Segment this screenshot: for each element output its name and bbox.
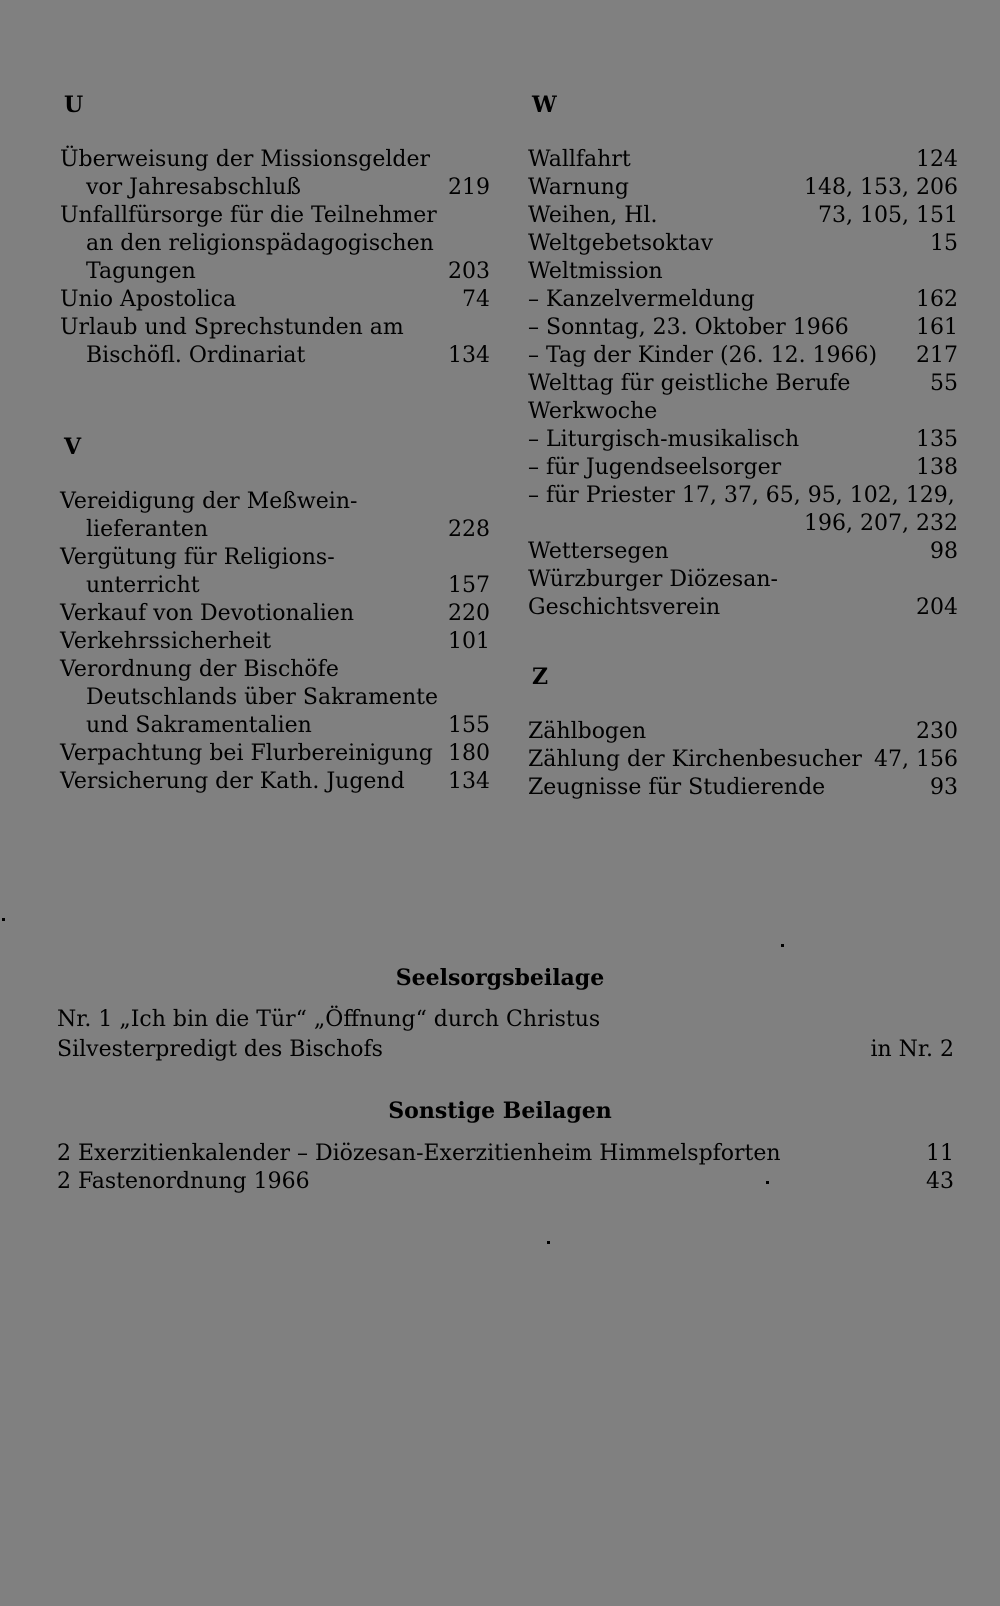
letter-heading-w: W xyxy=(532,92,557,118)
entry-text: Verkauf von Devotionalien xyxy=(60,601,354,626)
index-entry xyxy=(528,342,958,370)
speck-mark xyxy=(547,1241,550,1244)
seelsorgsbeilage-title: Seelsorgsbeilage xyxy=(395,965,605,991)
entry-pages: 15 xyxy=(930,231,958,256)
seelsorg-line-1-text: Nr. 1 „Ich bin die Tür“ „Öffnung“ durch Christus xyxy=(57,1007,601,1032)
entry-text: Versicherung der Kath. Jugend xyxy=(60,769,405,794)
entry-pages: 157 xyxy=(448,573,490,598)
entry-text: Wallfahrt xyxy=(528,147,631,172)
index-entry xyxy=(60,600,490,628)
index-entry xyxy=(528,146,958,174)
entry-text: – für Priester 17, 37, 65, 95, 102, 129, xyxy=(528,483,955,508)
entry-pages: 162 xyxy=(916,287,958,312)
seelsorg-line-1 xyxy=(57,1006,954,1034)
entry-text: Urlaub und Sprechstunden am xyxy=(60,315,404,340)
entry-text: Weihen, Hl. xyxy=(528,203,658,228)
entry-text: – Kanzelvermeldung xyxy=(528,287,755,312)
entry-text: Würzburger Diözesan- xyxy=(528,567,778,592)
index-entry-line xyxy=(60,202,490,230)
index-entry xyxy=(60,768,490,796)
index-entry xyxy=(528,230,958,258)
index-entry xyxy=(528,314,958,342)
entry-text: Unfallfürsorge für die Teilnehmer xyxy=(60,203,437,228)
letter-heading-v: V xyxy=(64,434,82,460)
entry-text: Vergütung für Religions- xyxy=(60,545,335,570)
sonstige-row-text: 2 Exerzitienkalender – Diözesan-Exerzitienheim Himmelspforten xyxy=(57,1141,781,1166)
entry-pages: 73, 105, 151 xyxy=(818,203,958,228)
entry-text: Tagungen xyxy=(86,259,196,284)
entry-text: Wettersegen xyxy=(528,539,669,564)
index-entry-line xyxy=(60,314,490,342)
entry-pages: 155 xyxy=(448,713,490,738)
index-entry-line xyxy=(60,572,490,600)
index-entry xyxy=(528,202,958,230)
entry-text: – Sonntag, 23. Oktober 1966 xyxy=(528,315,849,340)
seelsorg-line-2-text: Silvesterpredigt des Bischofs xyxy=(57,1037,383,1062)
entry-text: Vereidigung der Meßwein- xyxy=(60,489,358,514)
entry-pages: 98 xyxy=(930,539,958,564)
index-entry-line xyxy=(60,286,490,314)
index-entry xyxy=(528,258,958,286)
index-entry-line xyxy=(60,628,490,656)
v-entry-list xyxy=(60,488,490,796)
index-entry-line xyxy=(60,230,490,258)
seelsorg-line-2 xyxy=(57,1036,954,1064)
entry-text: Zeugnisse für Studierende xyxy=(528,775,826,800)
entry-text: Bischöfl. Ordinariat xyxy=(86,343,306,368)
entry-text: Deutschlands über Sakramente xyxy=(86,685,438,710)
letter-heading-u: U xyxy=(64,92,84,118)
right-column xyxy=(528,90,958,802)
entry-pages: 219 xyxy=(448,175,490,200)
letter-heading-z: Z xyxy=(532,664,549,690)
entry-pages: 124 xyxy=(916,147,958,172)
entry-pages: 135 xyxy=(916,427,958,452)
entry-pages: 134 xyxy=(448,343,490,368)
index-entry-line xyxy=(60,174,490,202)
entry-text: und Sakramentalien xyxy=(86,713,312,738)
index-entry xyxy=(528,746,958,774)
index-entry xyxy=(528,398,958,426)
entry-pages: 93 xyxy=(930,775,958,800)
sonstige-row-pages: 43 xyxy=(926,1169,954,1194)
w-entry-list xyxy=(528,146,958,622)
index-entry-line xyxy=(60,600,490,628)
index-entry xyxy=(528,774,958,802)
index-entry-line xyxy=(60,712,490,740)
index-entry xyxy=(60,740,490,768)
index-entry xyxy=(528,538,958,566)
sonstige-row-pages: 11 xyxy=(926,1141,954,1166)
entry-text: lieferanten xyxy=(86,517,209,542)
index-entry xyxy=(60,314,490,370)
sonstige-row-text: 2 Fastenordnung 1966 xyxy=(57,1169,310,1194)
entry-pages: 101 xyxy=(448,629,490,654)
entry-pages: 134 xyxy=(448,769,490,794)
entry-pages: 217 xyxy=(916,343,958,368)
index-entry-line xyxy=(60,488,490,516)
entry-text: Überweisung der Missionsgelder xyxy=(60,147,431,172)
index-entry xyxy=(528,454,958,482)
index-entry-line xyxy=(60,684,490,712)
index-entry xyxy=(60,286,490,314)
index-entry xyxy=(60,544,490,600)
entry-text: Zählbogen xyxy=(528,719,647,744)
index-entry xyxy=(528,426,958,454)
entry-pages: 47, 156 xyxy=(874,747,958,772)
index-entry xyxy=(528,510,958,538)
entry-text: vor Jahresabschluß xyxy=(86,175,301,200)
entry-pages: 228 xyxy=(448,517,490,542)
seelsorg-line-2-ref: in Nr. 2 xyxy=(870,1037,954,1062)
index-entry-line xyxy=(60,516,490,544)
entry-text: – für Jugendseelsorger xyxy=(528,455,782,480)
entry-text: Welttag für geistliche Berufe xyxy=(528,371,851,396)
index-entry-line xyxy=(60,258,490,286)
index-entry xyxy=(528,566,958,594)
index-entry xyxy=(528,718,958,746)
entry-text: Zählung der Kirchenbesucher xyxy=(528,747,862,772)
entry-text: Werkwoche xyxy=(528,399,658,424)
entry-text: unterricht xyxy=(86,573,200,598)
entry-text: Verordnung der Bischöfe xyxy=(60,657,339,682)
entry-pages: 55 xyxy=(930,371,958,396)
index-entry xyxy=(528,286,958,314)
speck-mark xyxy=(781,944,784,947)
index-entry xyxy=(60,488,490,544)
speck-mark xyxy=(2,918,5,921)
index-entry xyxy=(60,628,490,656)
index-entry xyxy=(528,174,958,202)
entry-pages: 161 xyxy=(916,315,958,340)
index-entry-line xyxy=(60,146,490,174)
entry-text: – Tag der Kinder (26. 12. 1966) xyxy=(528,343,878,368)
entry-pages: 74 xyxy=(462,287,490,312)
entry-text: an den religionspädagogischen xyxy=(86,231,434,256)
entry-text: Unio Apostolica xyxy=(60,287,237,312)
entry-text: Geschichtsverein xyxy=(528,595,721,620)
sonstige-row xyxy=(57,1168,954,1196)
entry-pages: 204 xyxy=(916,595,958,620)
entry-text: Weltgebetsoktav xyxy=(528,231,714,256)
entry-pages: 230 xyxy=(916,719,958,744)
index-entry-line xyxy=(60,656,490,684)
index-entry xyxy=(528,482,958,510)
index-entry-line xyxy=(60,342,490,370)
index-entry-line xyxy=(60,544,490,572)
index-entry xyxy=(60,146,490,202)
entry-pages: 180 xyxy=(448,741,490,766)
index-entry xyxy=(60,656,490,740)
left-column xyxy=(60,90,490,796)
speck-mark xyxy=(766,1181,769,1184)
index-entry xyxy=(528,370,958,398)
entry-pages: 220 xyxy=(448,601,490,626)
entry-text: Warnung xyxy=(528,175,629,200)
index-entry xyxy=(528,594,958,622)
index-entry xyxy=(60,202,490,286)
entry-pages: 196, 207, 232 xyxy=(804,511,958,536)
entry-text: Verpachtung bei Flurbereinigung xyxy=(60,741,433,766)
entry-pages: 203 xyxy=(448,259,490,284)
index-entry-line xyxy=(60,740,490,768)
entry-pages: 138 xyxy=(916,455,958,480)
z-entry-list xyxy=(528,718,958,802)
sonstige-row xyxy=(57,1140,954,1168)
entry-text: Weltmission xyxy=(528,259,663,284)
entry-pages: 148, 153, 206 xyxy=(804,175,958,200)
entry-text: – Liturgisch-musikalisch xyxy=(528,427,800,452)
u-entry-list xyxy=(60,146,490,370)
sonstige-beilagen-title: Sonstige Beilagen xyxy=(388,1098,612,1124)
index-entry-line xyxy=(60,768,490,796)
entry-text: Verkehrssicherheit xyxy=(60,629,272,654)
